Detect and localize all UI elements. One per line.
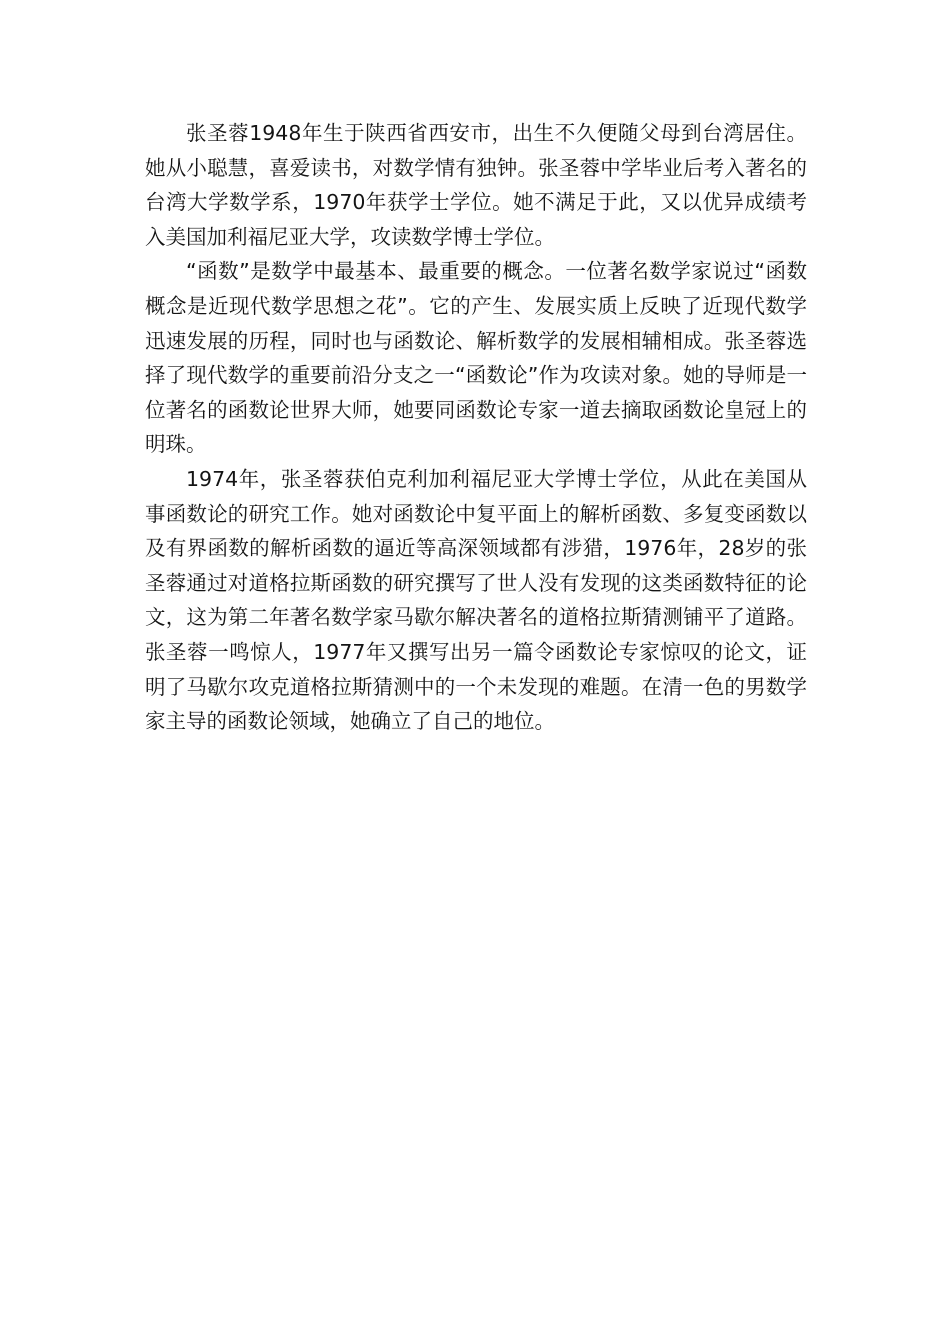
paragraph-function-theory: “函数”是数学中最基本、最重要的概念。一位著名数学家说过“函数概念是近现代数学思想之花”。它的产生、发展实质上反映了近现代数学迅速发展的历程，同时也与函数论、解析数学的发展相辅相成。张圣蓉选择了现代数学的重要前沿分支之一“函数论”作为攻读对象。她的导师是一位著名的函数论世界大师，她要同函数论专家一道去摘取函数论皇冠上的明珠。	[145, 259, 807, 457]
document-body	[145, 116, 807, 739]
paragraph-early-life: 张圣蓉1948年生于陕西省西安市，出生不久便随父母到台湾居住。她从小聪慧，喜爱读书，对数学情有独钟。张圣蓉中学毕业后考入著名的台湾大学数学系，1970年获学士学位。她不满足于此，又以优异成绩考入美国加利福尼亚大学，攻读数学博士学位。	[145, 121, 807, 249]
paragraph-research-career: 1974年，张圣蓉获伯克利加利福尼亚大学博士学位，从此在美国从事函数论的研究工作。她对函数论中复平面上的解析函数、多复变函数以及有界函数的解析函数的逼近等高深领域都有涉猎，1976年，28岁的张圣蓉通过对道格拉斯函数的研究撰写了世人没有发现的这类函数特征的论文，这为第二年著名数学家马歇尔解决著名的道格拉斯猜测铺平了道路。张圣蓉一鸣惊人，1977年又撰写出另一篇令函数论专家惊叹的论文，证明了马歇尔攻克道格拉斯猜测中的一个未发现的难题。在清一色的男数学家主导的函数论领域，她确立了自己的地位。	[145, 466, 807, 734]
